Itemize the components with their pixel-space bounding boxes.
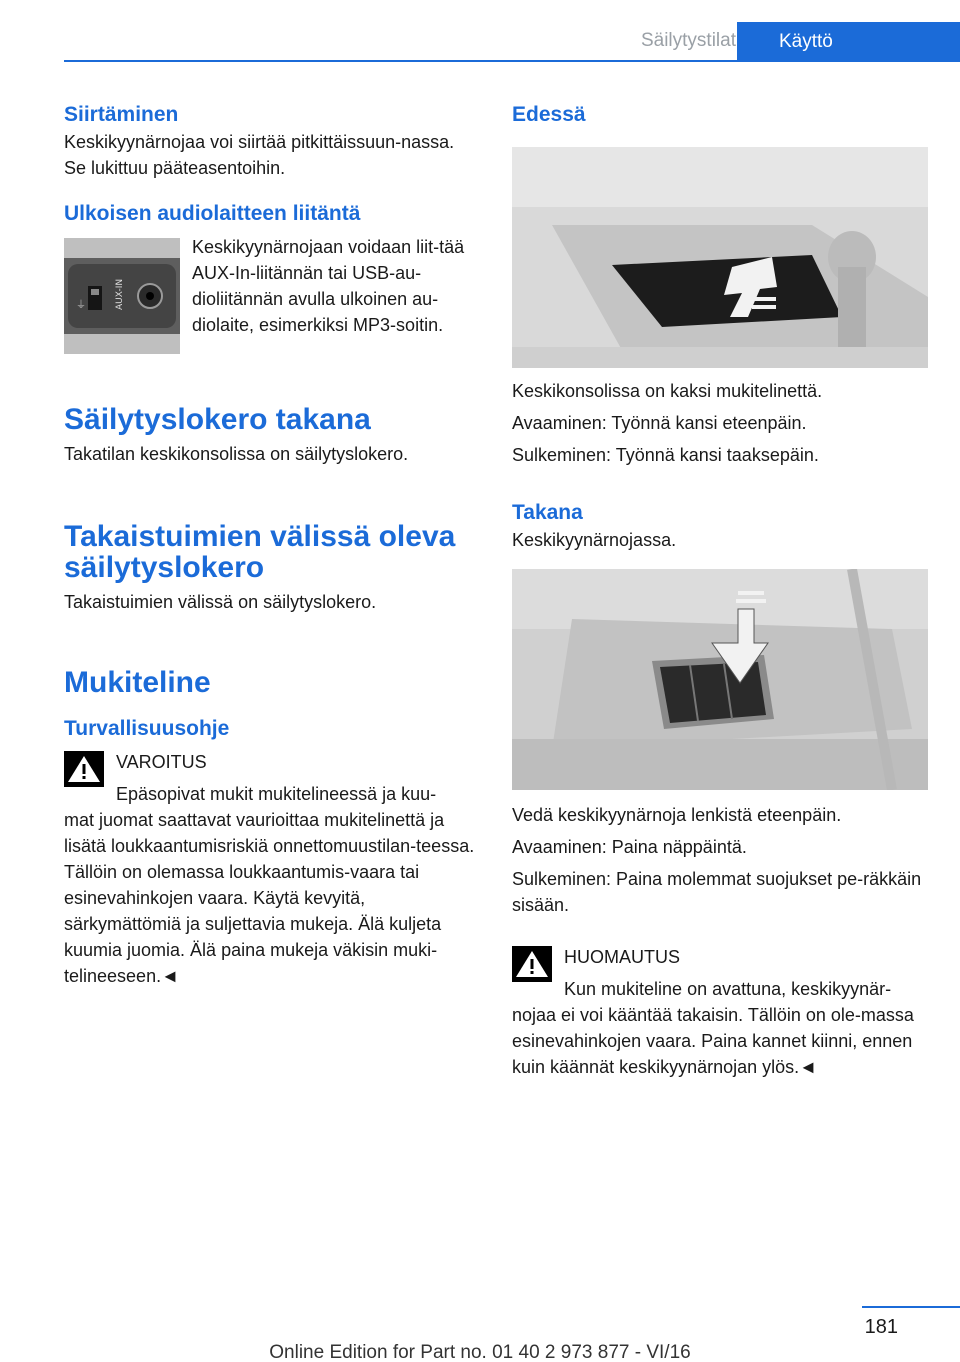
warning-text: mat juomat saattavat vaurioittaa mukitelinettä ja lisätä loukkaantumisriskiä onnettomuustilan-teessa. Tällöin on olemassa loukkaantumis-vaara tai esinevahinkojen vaara. Käytä kevyitä, särkymättömiä ja suljettavia mukeja. Älä kuljeta kuumia juomia. Älä paina mukeja väkisin muki-telineeseen.◄ xyxy=(64,810,475,986)
moving-heading: Siirtäminen xyxy=(64,103,179,126)
notice-text-first-line: Kun mukiteline on avattuna, keskikyynär- xyxy=(564,979,892,999)
rear-text-1: Vedä keskikyynärnoja lenkistä eteenpäin. xyxy=(512,805,842,825)
svg-text:⏚: ⏚ xyxy=(76,300,86,311)
rear-text-3: Sulkeminen: Paina molemmat suojukset pe-räkkäin sisään. xyxy=(512,869,922,915)
right-column xyxy=(512,100,928,1080)
moving-text: Keskikyynärnojaa voi siirtää pitkittäissuun-nassa. Se lukittuu pääteasentoihin. xyxy=(64,132,455,178)
cupholder-heading: Mukiteline xyxy=(64,666,211,699)
audio-heading: Ulkoisen audiolaitteen liitäntä xyxy=(64,202,361,225)
aux-usb-socket-image xyxy=(64,238,180,354)
notice-text: nojaa ei voi kääntää takaisin. Tällöin on ole-massa esinevahinkojen vaara. Paina kannet kiinni, ennen kuin käännät keskikyynärnojan ylös.◄ xyxy=(512,1005,914,1077)
svg-text:AUX-IN: AUX-IN xyxy=(115,278,125,310)
between-seats-heading: Takaistuimien välissä oleva säilytyslokero xyxy=(64,520,456,584)
notice-block xyxy=(512,944,928,1080)
safety-heading: Turvallisuusohje xyxy=(64,717,230,740)
header-section-label: Säilytystilat xyxy=(640,30,736,51)
front-text-1: Keskikonsolissa on kaksi mukitelinettä. xyxy=(512,381,823,401)
warning-text-first-line: Epäsopivat mukit mukitelineessä ja kuu- xyxy=(116,784,437,804)
audio-block xyxy=(64,234,480,354)
edition-footer: Online Edition for Part no. 01 40 2 973 877 - VI/16 xyxy=(269,1342,691,1362)
rear-cupholder-image xyxy=(512,569,928,790)
rear-heading: Takana xyxy=(512,501,583,524)
front-text-3: Sulkeminen: Työnnä kansi taaksepäin. xyxy=(512,445,819,465)
front-cupholder-image xyxy=(512,147,928,368)
notice-triangle-icon xyxy=(512,946,552,982)
rear-storage-heading: Säilytyslokero takana xyxy=(64,403,371,436)
between-seats-text: Takaistuimien välissä on säilytyslokero. xyxy=(64,592,377,612)
rear-text: Keskikyynärnojassa. xyxy=(512,530,677,550)
warning-label: VAROITUS xyxy=(116,752,207,772)
left-column xyxy=(64,100,480,989)
footer-rule xyxy=(862,1306,960,1308)
header-chapter-tab: Käyttö xyxy=(737,22,960,62)
rear-text-2: Avaaminen: Paina näppäintä. xyxy=(512,837,747,857)
audio-text: Keskikyynärnojaan voidaan liit-tää AUX-In-liitännän tai USB-au-dioliitännän avulla ulkoinen au-diolaite, esimerkiksi MP3-soitin. xyxy=(192,237,465,335)
front-text-2: Avaaminen: Työnnä kansi eteenpäin. xyxy=(512,413,807,433)
notice-label: HUOMAUTUS xyxy=(564,947,680,967)
page-number: 181 xyxy=(864,1316,898,1338)
warning-block xyxy=(64,749,480,989)
rear-storage-text: Takatilan keskikonsolissa on säilytyslokero. xyxy=(64,444,409,464)
warning-triangle-icon xyxy=(64,751,104,787)
front-heading: Edessä xyxy=(512,103,586,126)
